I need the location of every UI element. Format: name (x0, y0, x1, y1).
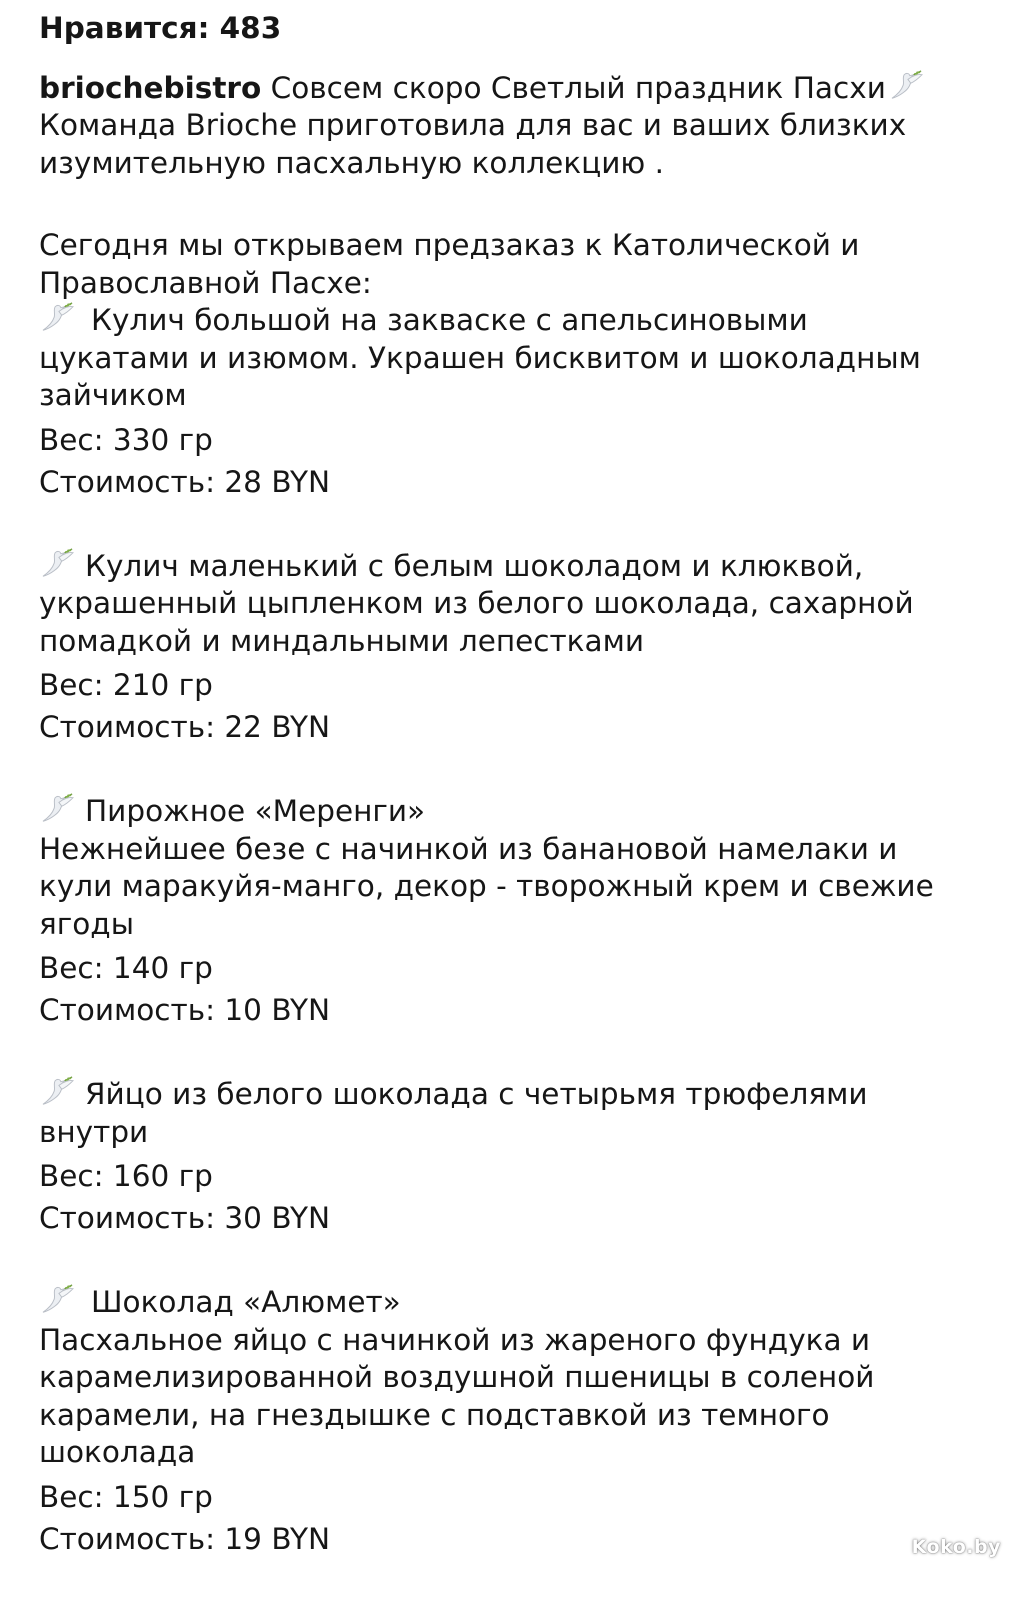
product-price: Стоимость: 19 BYN (39, 1521, 331, 1556)
product-description-line: шоколада (39, 1435, 196, 1469)
intro-line-3: изумительную пасхальную коллекцию . (39, 145, 664, 180)
intro-line-1: Совсем скоро Светлый праздник Пасхи (270, 70, 886, 105)
product-item (39, 302, 999, 503)
product-item (39, 1076, 999, 1239)
product-item (39, 793, 999, 1031)
dove-icon (39, 1284, 77, 1316)
product-price: Стоимость: 10 BYN (39, 993, 331, 1027)
product-description-line: Пасхальное яйцо с начинкой из жареного фундука и (39, 1322, 871, 1357)
product-description-line: карамели, на гнездышке с подставкой из темного (39, 1397, 830, 1432)
product-weight: Вес: 150 гр (39, 1479, 213, 1514)
watermark: Koko.by (911, 1536, 1001, 1558)
post-caption (39, 10, 999, 1560)
product-price: Стоимость: 28 BYN (39, 464, 331, 499)
product-price: Стоимость: 30 BYN (39, 1201, 331, 1235)
product-weight: Вес: 210 гр (39, 668, 213, 702)
product-description-line: украшенный цыпленком из белого шоколада, сахарной (39, 586, 914, 620)
product-description-line: внутри (39, 1114, 149, 1149)
dove-icon (39, 1076, 77, 1108)
product-description-line: Нежнейшее безе с начинкой из банановой намелаки и (39, 831, 898, 866)
product-price: Стоимость: 22 BYN (39, 710, 331, 744)
product-weight: Вес: 140 гр (39, 951, 213, 985)
product-description-line: Кулич маленький с белым шоколадом и клюквой, (85, 548, 864, 583)
product-item (39, 1284, 999, 1560)
product-description-line: Кулич большой на закваске с апельсиновыми (91, 303, 808, 337)
dove-icon (888, 70, 926, 102)
product-title: Шоколад «Алюмет» (91, 1285, 401, 1319)
likes-count[interactable]: Нравится: 483 (39, 11, 282, 45)
dove-icon (39, 548, 77, 580)
product-description-line: ягоды (39, 906, 134, 941)
announce-line-1: Сегодня мы открываем предзаказ к Католической и (39, 228, 860, 262)
product-description-line: зайчиком (39, 378, 187, 412)
dove-icon (39, 793, 77, 825)
intro-paragraph (39, 70, 999, 183)
intro-line-2: Команда Brioche приготовила для вас и ваших близких (39, 108, 907, 142)
product-description-line: кули маракуйя-манго, декор - творожный крем и свежие (39, 869, 934, 903)
product-description-line: карамелизированной воздушной пшеницы в соленой (39, 1360, 875, 1394)
product-title: Пирожное «Меренги» (85, 794, 426, 828)
announce-line-2: Православной Пасхе: (39, 265, 372, 300)
product-description-line: помадкой и миндальными лепестками (39, 623, 645, 658)
product-description-line: Яйцо из белого шоколада с четырьмя трюфелями (85, 1077, 868, 1111)
dove-icon (39, 302, 77, 334)
product-item (39, 548, 999, 749)
username-link[interactable]: briochebistro (39, 70, 262, 105)
product-weight: Вес: 330 гр (39, 422, 213, 457)
product-weight: Вес: 160 гр (39, 1159, 213, 1193)
announce-paragraph (39, 227, 999, 302)
product-description-line: цукатами и изюмом. Украшен бисквитом и шоколадным (39, 340, 921, 375)
